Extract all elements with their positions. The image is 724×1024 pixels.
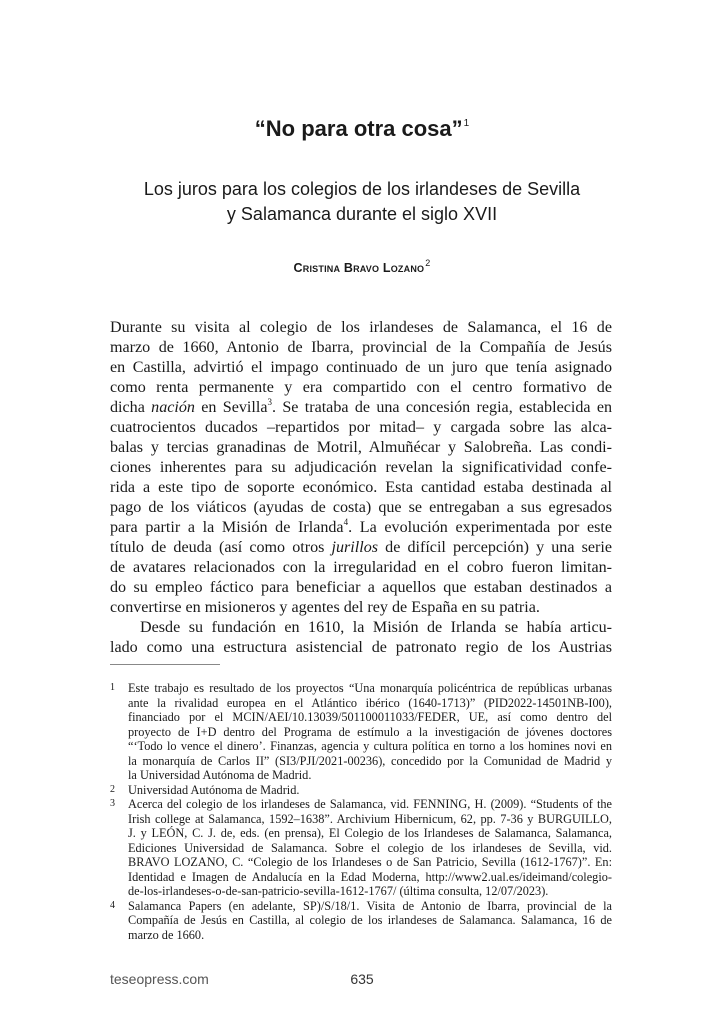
footnote-ref-4[interactable]: 4 — [343, 518, 349, 527]
footnote-line: Compañía de Jesús en Castilla, al colegio de los irlandeses de Salamanca. Salamanca, 16 de — [128, 913, 612, 927]
body-line: cuatrocientos ducados –repartidos por mitad– y cargada sobre las alca- — [110, 419, 612, 436]
footnote-line: la Universidad Autónoma de Madrid. — [128, 768, 312, 782]
footnote-4 — [110, 899, 612, 943]
chapter-title-text: “No para otra cosa” — [254, 116, 463, 141]
body-line: en Castilla, advirtió el impago continuado de un juro que tenía asignado — [110, 359, 612, 376]
body-text-run: . Se trataba de una concesión regia, establecida en — [272, 399, 612, 416]
body-text-run: de difícil percepción) y una serie — [378, 539, 612, 556]
body-line: do su empleo fáctico para beneficiar a aquellos que estaban destinados a — [110, 579, 612, 596]
footnote-1 — [110, 681, 612, 783]
body-text-run: . La evolución experimentada por este — [348, 519, 612, 536]
chapter-title — [0, 116, 724, 142]
footnote-line: Ediciones Universidad de Salamanca. Sobre el colegio de los irlandeses de Sevilla, vid. — [128, 840, 612, 855]
footnote-line: marzo de 1660. — [128, 927, 205, 942]
body-line — [110, 538, 612, 558]
body-line: pago de los viáticos (ayudas de costa) que se entregaban a sus egresados — [110, 499, 612, 516]
body-line: de avatares relacionados con la irregularidad en el cobro fueron limitan- — [110, 559, 612, 576]
page-number: 635 — [350, 971, 374, 987]
footnote-ref-3[interactable]: 3 — [267, 398, 272, 407]
footnote-number: 2 — [110, 783, 115, 795]
body-line — [110, 518, 612, 538]
body-text-run: dicha — [110, 399, 152, 416]
body-text-run: título de deuda (así como otros — [110, 539, 332, 556]
body-line: marzo de 1660, Antonio de Ibarra, provincial de la Compañía de Jesús — [110, 339, 612, 356]
footnote-line: Este trabajo es resultado de los proyectos “Una monarquía policéntrica de repúblicas urbanas — [128, 681, 612, 695]
body-italic-run: jurillos — [331, 539, 379, 556]
footnote-2 — [110, 783, 612, 798]
body-line: ciones inherentes para su adjudicación revelan la significatividad confe- — [110, 459, 612, 476]
body-text-run: para partir a la Misión de Irlanda — [110, 519, 344, 536]
footnote-separator — [110, 664, 220, 665]
body-text-run: en Sevilla — [194, 399, 268, 416]
body-line: rida a este tipo de soporte económico. Esta cantidad estaba destinada al — [110, 479, 612, 496]
footnote-number: 1 — [110, 682, 115, 693]
footnote-ref-2[interactable]: 2 — [425, 258, 431, 268]
footnote-line: Universidad Autónoma de Madrid. — [128, 782, 300, 797]
footnote-line: proyecto de I+D dentro del Programa de estímulo a la investigación de jóvenes doctores — [128, 724, 612, 739]
footnote-line: de-los-irlandeses-o-de-san-patricio-sevilla-1612-1767/ (última consulta, 12/07/2023). — [128, 884, 549, 898]
chapter-subtitle — [80, 177, 644, 227]
footnote-line: ante la rivalidad europea en el Atlántico ibérico (1640-1713)” (PID2022-14501NB-I00), — [128, 695, 612, 710]
footnote-line: J. y LEÓN, C. J. de, eds. (en prensa), El Colegio de los Irlandeses de Salamanca, Salamanca, — [128, 826, 612, 840]
footnote-link-line[interactable]: Identidad e Imagen de Andalucía en la Edad Moderna, http://www2.ual.es/ideimand/colegio- — [128, 869, 612, 884]
author-name — [0, 258, 724, 275]
footnote-line: Irish college at Salamanca, 1592–1638”. Archivium Hibernicum, 62, pp. 7-36 y BURGUILLO, — [128, 811, 612, 826]
subtitle-line: Los juros para los colegios de los irlandeses de Sevilla — [143, 179, 581, 199]
subtitle-line: y Salamanca durante el siglo XVII — [226, 204, 498, 224]
footnote-line: BRAVO LOZANO, C. “Colegio de los Irlandeses o de San Patricio, Sevilla (1612-1767)”. En: — [128, 855, 612, 869]
footnote-3 — [110, 797, 612, 899]
body-line: como renta permanente y era compartido con el centro formativo de — [110, 379, 612, 396]
footnote-line: Salamanca Papers (en adelante, SP)/S/18/1. Visita de Antonio de Ibarra, provincial de la — [128, 898, 612, 913]
body-line: convertirse en misioneros y agentes del rey de España en su patria. — [110, 599, 540, 616]
body-italic-run: nación — [151, 399, 195, 416]
publisher-site-link[interactable]: teseopress.com — [110, 971, 209, 987]
footnote-line: la monarquía de Carlos II” (SI3/PJI/2021-00236), concedido por la Comunidad de Madrid y — [128, 753, 612, 768]
body-line: lado como una estructura asistencial de patronato regio de los Austrias — [110, 639, 612, 656]
footnote-line: financiado por el MCIN/AEI/10.13039/501100011033/FEDER, UE, así como dentro del — [128, 710, 612, 724]
body-text — [110, 318, 612, 658]
body-line: balas y tercias granadinas de Motril, Almuñécar y Salobreña. Las condi- — [110, 439, 612, 456]
footnote-number: 3 — [110, 798, 115, 809]
body-line: Desde su fundación en 1610, la Misión de Irlanda se había articu- — [140, 619, 612, 636]
footnote-number: 4 — [110, 899, 115, 911]
author-name-text: Cristina Bravo Lozano — [293, 261, 425, 275]
body-line — [110, 398, 612, 418]
body-line: Durante su visita al colegio de los irlandeses de Salamanca, el 16 de — [110, 319, 612, 336]
footnote-ref-1[interactable]: 1 — [463, 118, 470, 129]
footnotes — [110, 681, 612, 942]
footnote-line: “‘Todo lo vence el dinero’. Finanzas, agencia y cultura política en torno a los homines novi en — [128, 739, 612, 753]
footnote-line: Acerca del colegio de los irlandeses de Salamanca, vid. FENNING, H. (2009). “Students of the — [128, 797, 612, 811]
